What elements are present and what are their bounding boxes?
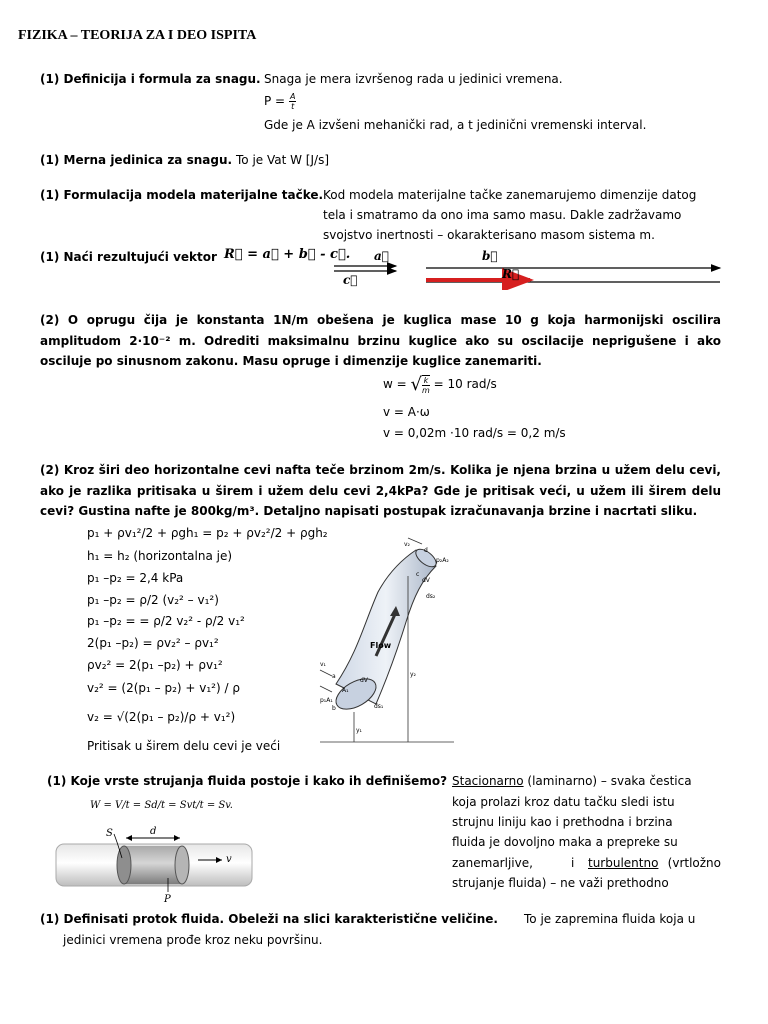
- q6-eq6: 2(p₁ –p₂) = ρv₂² – ρv₁²: [87, 636, 219, 650]
- q7-rest1: (laminarno) – svaka čestica: [523, 774, 692, 788]
- q1-formula-den: t: [291, 102, 295, 111]
- page-title: FIZIKA – TEORIJA ZA I DEO ISPITA: [18, 28, 257, 43]
- q6-eq9: v₂ = √(2(p₁ – p₂)/ρ + v₁²): [87, 710, 236, 724]
- q7-line6: strujanje fluida) – ne važi prethodno: [452, 876, 669, 890]
- fig-label-a1: A₁: [342, 687, 349, 694]
- fig-label-d2: d: [150, 826, 157, 837]
- q6-eq4: p₁ –p₂ = ρ/2 (v₂² – v₁²): [87, 593, 219, 607]
- vector-b-label: b⃗: [482, 249, 498, 263]
- fig-label-dv1: dV: [360, 677, 368, 684]
- q7-label: (1) Koje vrste strujanja fluida postoje i kako ih definišemo?: [47, 774, 448, 788]
- fig-label-c: c: [416, 571, 420, 578]
- q7-line1: [452, 774, 692, 788]
- q4-label: (1) Naći rezultujući vektor: [40, 250, 217, 264]
- q3-line1: Kod modela materijalne tačke zanemarujemo dimenzije datog: [323, 188, 697, 202]
- q7-line5c: (vrtložno: [667, 856, 721, 870]
- q1-explain: Gde je A izvšeni mehanički rad, a t jedinični vremenski interval.: [264, 118, 647, 132]
- vector-r-label: R⃗: [502, 267, 520, 281]
- q5-w-rhs: = 10 rad/s: [433, 377, 497, 391]
- fig-label-a: a: [332, 673, 336, 680]
- fig-label-ds1: ds₁: [374, 703, 384, 710]
- fig-label-y2: y₂: [410, 671, 416, 678]
- q1-formula: [264, 92, 296, 111]
- q5-v2: v = 0,02m ·10 rad/s = 0,2 m/s: [383, 426, 566, 440]
- q7-term-stacionarno: Stacionarno: [452, 774, 524, 788]
- q6-eq2: h₁ = h₂ (horizontalna je): [87, 549, 233, 563]
- q6-eq1: p₁ + ρv₁²/2 + ρgh₁ = p₂ + ρv₂²/2 + ρgh₂: [87, 526, 328, 540]
- q6-eq3: p₁ –p₂ = 2,4 kPa: [87, 571, 184, 585]
- q7-line3: strujnu liniju kao i prethodna i brzina: [452, 815, 673, 829]
- vector-diagram: [334, 244, 724, 290]
- q7-term-turbulentno: turbulentno: [588, 856, 659, 870]
- q7-line4: fluida je dovoljno maka a prepreke su: [452, 835, 678, 849]
- q6-conclusion: Pritisak u širem delu cevi je veći: [87, 739, 281, 753]
- q8-text2: jedinici vremena prođe kroz neku površinu.: [63, 933, 323, 947]
- fig-flow-label: Flow: [370, 641, 392, 650]
- vector-c-label: c⃗: [343, 273, 358, 287]
- fig-label-y1: y₁: [356, 727, 362, 734]
- fig-label-v: v: [226, 854, 232, 865]
- q5-w-num: k: [423, 375, 429, 385]
- q6-eq8: v₂² = (2(p₁ – p₂) + v₁²) / ρ: [87, 681, 240, 695]
- q1-label: (1) Definicija i formula za snagu.: [40, 72, 261, 86]
- q3-line3: svojstvo inertnosti – okarakterisano masom sistema m.: [323, 228, 655, 242]
- q8-label: (1) Definisati protok fluida. Obeleži na slici karakteristične veličine.: [40, 912, 498, 926]
- q6-eq7: ρv₂² = 2(p₁ –p₂) + ρv₁²: [87, 658, 223, 672]
- q6-eq5: p₁ –p₂ = = ρ/2 v₂² - ρ/2 v₁²: [87, 614, 245, 628]
- q5-text: (2) O oprugu čija je konstanta 1N/m obešena je kuglica mase 10 g koja harmonijski oscilira amplitudom 2·10⁻² m. Odrediti maksimalnu brzinu kuglice ako su oscilacije neprigušene i ako osciluje po sinusnom zakonu. Masu opruge i dimenzije kuglice zanemariti.: [40, 313, 721, 368]
- q7-line5: [452, 856, 721, 870]
- q7-line5b: i: [571, 856, 575, 870]
- q1-formula-lhs: P =: [264, 94, 286, 108]
- fig-label-dv2: dV: [422, 577, 430, 584]
- q5-w-den: m: [422, 385, 430, 395]
- bernoulli-figure: [318, 536, 458, 752]
- q7-fig-formula: W = V/t = Sd/t = Svt/t = Sv.: [90, 800, 233, 811]
- q2-text: To je Vat W [J/s]: [236, 153, 330, 167]
- q2-label: (1) Merna jedinica za snagu.: [40, 153, 233, 167]
- fig-label-v1: v₁: [320, 661, 326, 668]
- flow-tube-figure: [50, 822, 260, 902]
- q8-text1: To je zapremina fluida koja u: [524, 912, 696, 926]
- q5-v1: v = A·ω: [383, 405, 430, 419]
- q7-line2: koja prolazi kroz datu tačku sledi istu: [452, 795, 675, 809]
- fig-label-s: S: [106, 828, 113, 839]
- fig-label-ds2: ds₂: [426, 593, 436, 600]
- q7-line5a: zanemarljive,: [452, 856, 533, 870]
- fig-label-p2a2: p₂A₂: [436, 557, 449, 564]
- fig-label-d: d: [424, 547, 428, 554]
- q6-text: (2) Kroz širi deo horizontalne cevi nafta teče brzinom 2m/s. Kolika je njena brzina u užem delu cevi, ako je razlika pritisaka u širem i užem delu cevi 2,4kPa? Gde je pritisak veći, u užem ili širem delu cevi? Gustina nafte je 800kg/m³. Detaljno napisati postupak izračunavanja brzine i nacrtati sliku.: [40, 463, 721, 518]
- q3-line2: tela i smatramo da ono ima samo masu. Dakle zadržavamo: [323, 208, 682, 222]
- q5-w-formula: w = √ $\frac{k}{m}$ = 10 rad/s: [383, 374, 497, 395]
- q1-text: Snaga je mera izvršenog rada u jedinici vremena.: [264, 72, 563, 86]
- fig-label-b: b: [332, 705, 336, 712]
- vector-a-label: a⃗: [374, 249, 389, 263]
- fig-label-p1a1: p₁A₁: [320, 697, 333, 704]
- q1-formula-num: A: [289, 92, 296, 101]
- q5-w-lhs: w =: [383, 377, 407, 391]
- fig-label-p: P: [164, 894, 171, 902]
- q4-expr: R⃗ = a⃗ + b⃗ - c⃗.: [224, 247, 351, 262]
- fig-label-v2: v₂: [404, 541, 410, 548]
- q3-label: (1) Formulacija modela materijalne tačke.: [40, 188, 324, 202]
